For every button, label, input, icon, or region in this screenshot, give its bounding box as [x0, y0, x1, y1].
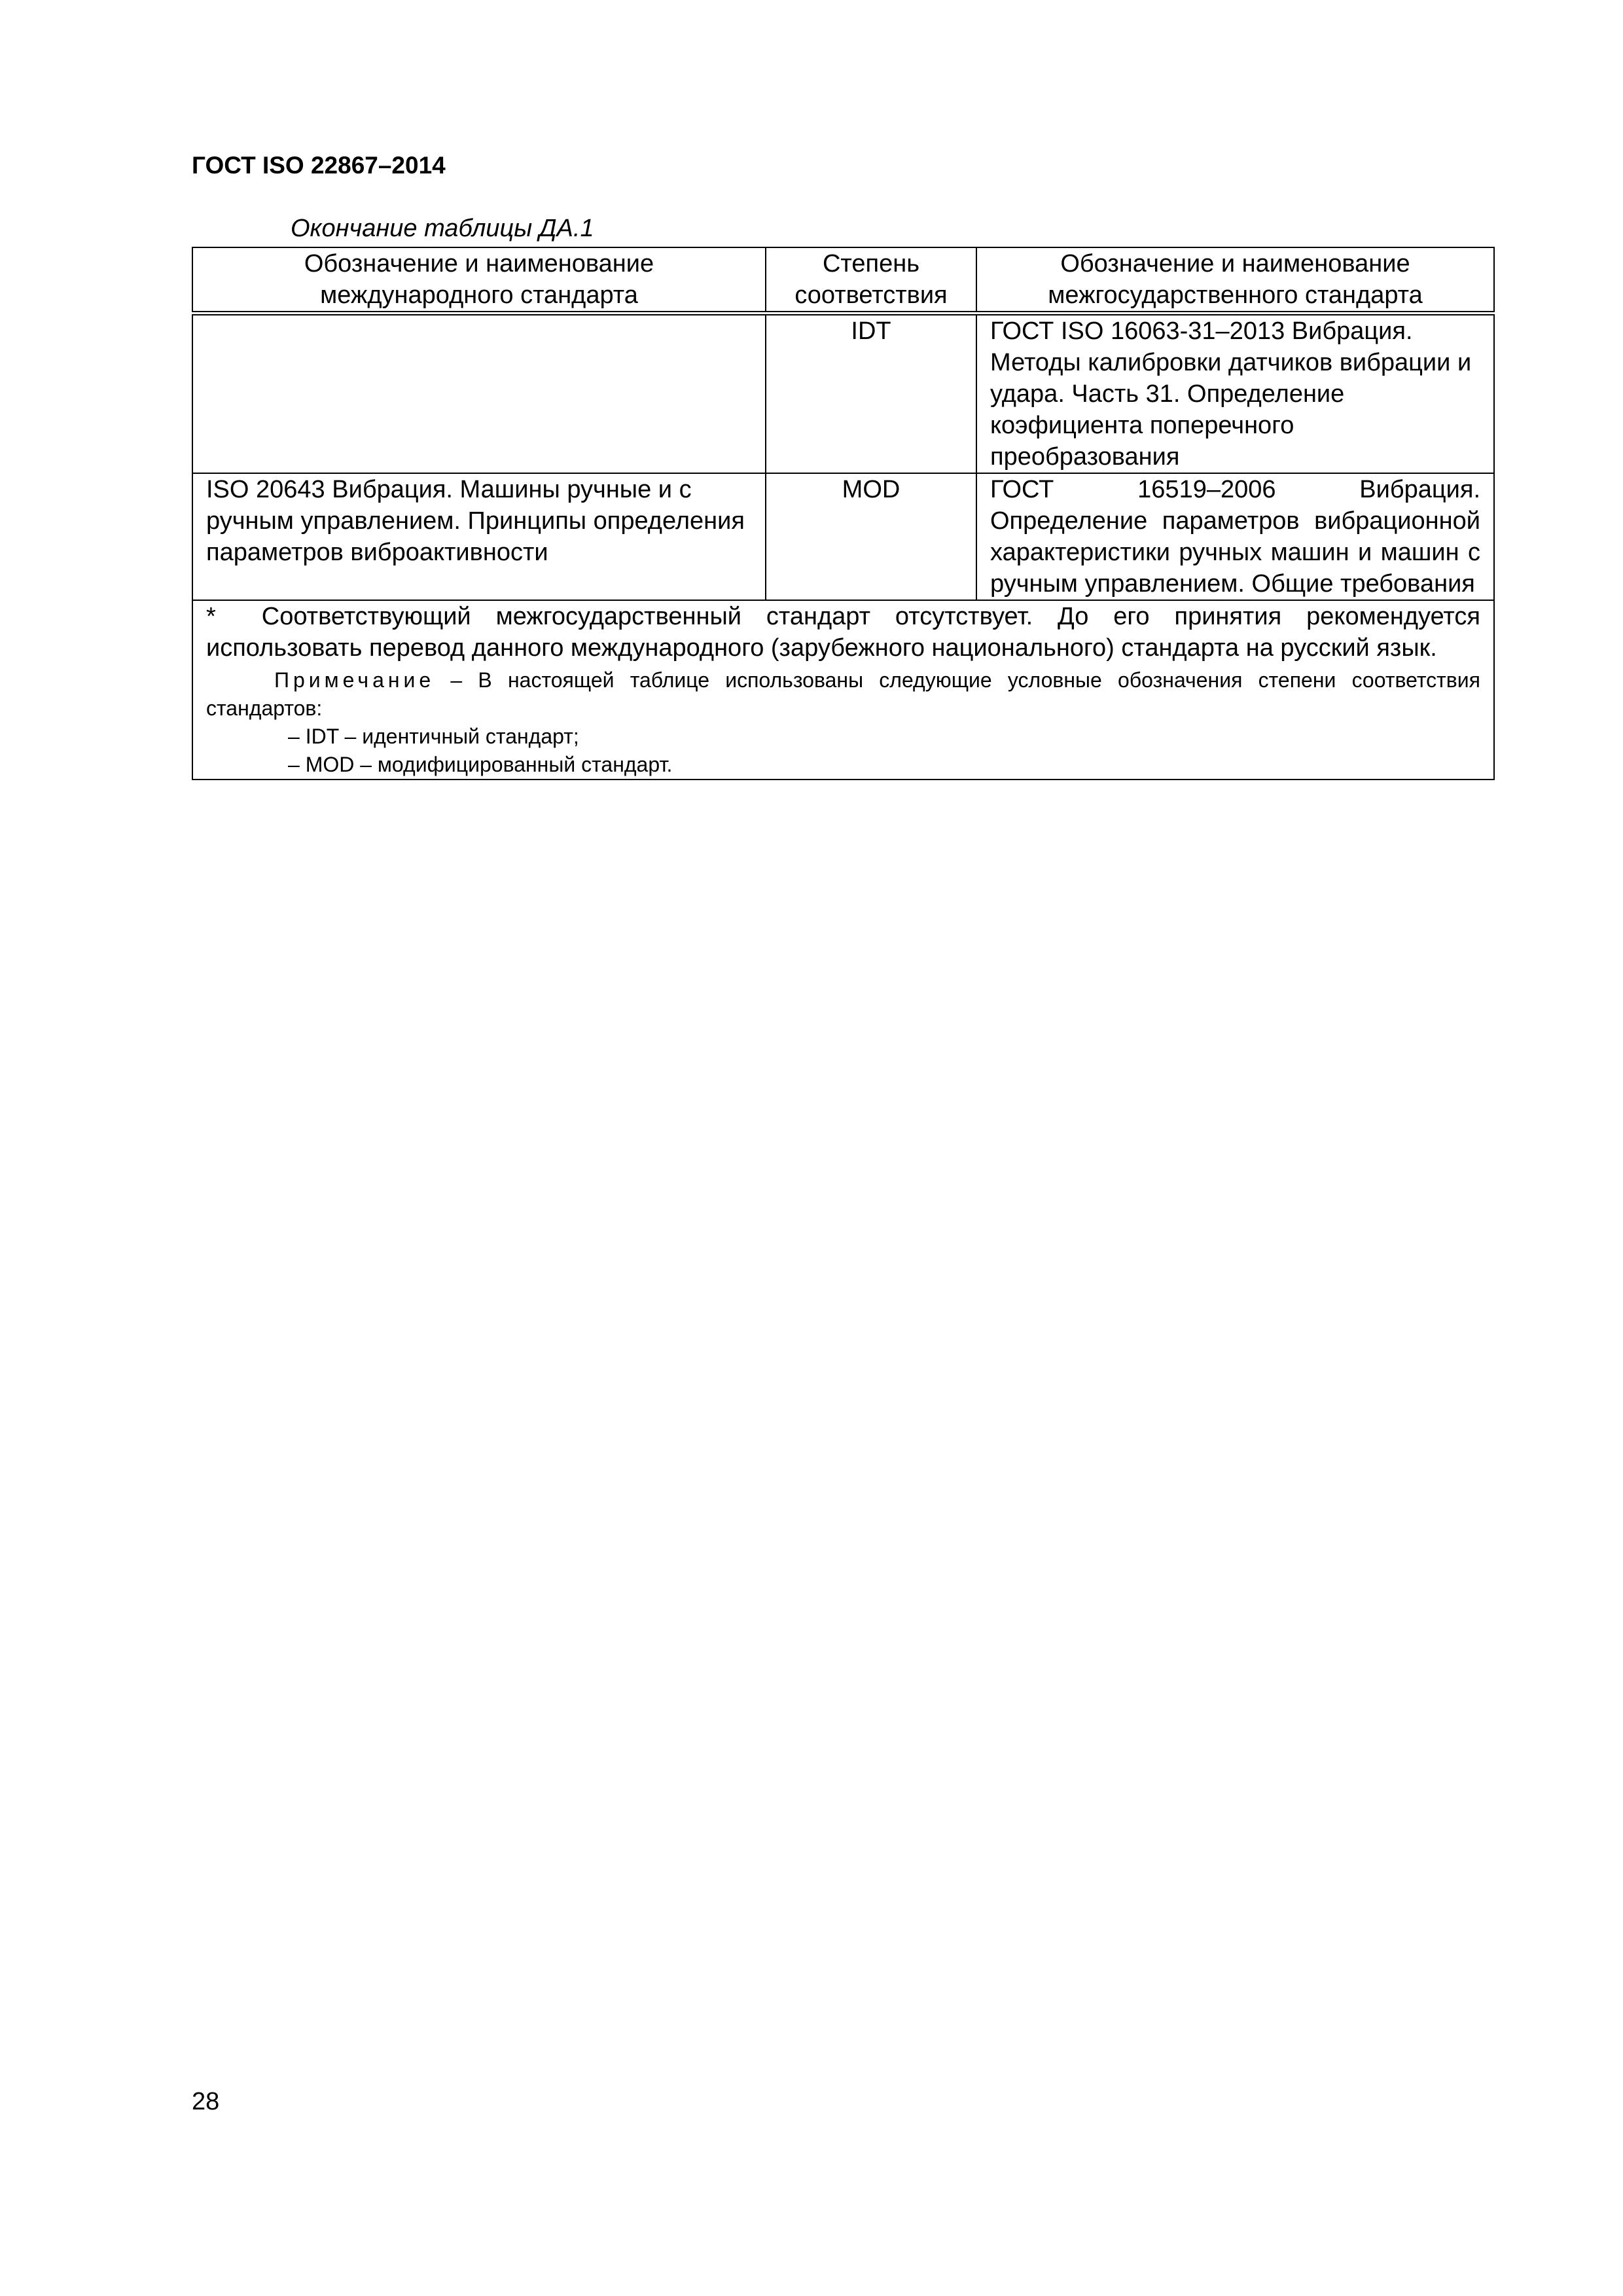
standards-table: [192, 247, 1495, 780]
footnote-body: Соответствующий межгосударственный стандарт отсутствует. До его принятия рекомендуется использовать перевод данного международного (зарубежного национального) стандарта на русский язык.: [206, 603, 1480, 662]
cell-international: [192, 314, 766, 474]
cell-interstate: ГОСТ 16519–2006 Вибрация. Определение параметров вибрационной характеристики ручных машин и машин с ручным управлением. Общие требования: [976, 473, 1494, 600]
cell-interstate: ГОСТ ISO 16063-31–2013 Вибрация. Методы калибровки датчиков вибрации и удара. Часть 31. Определение коэфициента поперечного преобразования: [976, 314, 1494, 474]
footnote-row: [192, 600, 1494, 780]
page-number: 28: [192, 2088, 220, 2115]
document-header: ГОСТ ISO 22867–2014: [192, 152, 446, 179]
cell-degree: MOD: [766, 473, 976, 600]
table-row: [192, 314, 1494, 474]
table-caption: Окончание таблицы ДА.1: [291, 215, 594, 242]
column-header-international: Обозначение и наименование международного стандарта: [192, 247, 766, 314]
cell-international: ISO 20643 Вибрация. Машины ручные и с ручным управлением. Принципы определения параметров виброактивности: [192, 473, 766, 600]
table-note: [206, 666, 1480, 723]
note-label: Примечание: [274, 668, 435, 692]
column-header-interstate: Обозначение и наименование межгосударственного стандарта: [976, 247, 1494, 314]
table-header-row: [192, 247, 1494, 314]
cell-degree: IDT: [766, 314, 976, 474]
note-text: – В настоящей таблице использованы следующие условные обозначения степени соответствия стандартов:: [206, 668, 1480, 720]
legend-item-mod: – MOD – модифицированный стандарт.: [288, 753, 673, 776]
footnote-text: [206, 601, 1480, 664]
legend-item-idt: – IDT – идентичный стандарт;: [288, 725, 579, 748]
column-header-degree: Степень соответствия: [766, 247, 976, 314]
table-row: [192, 473, 1494, 600]
footnote-cell: [192, 600, 1494, 780]
footnote-mark: *: [206, 603, 216, 630]
